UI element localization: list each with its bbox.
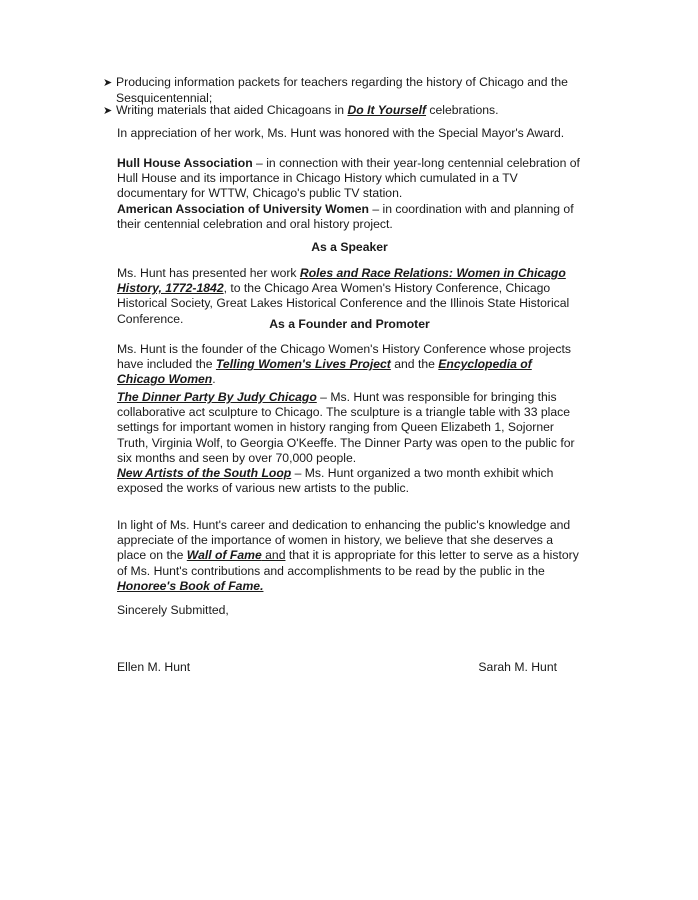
closing-paragraph	[117, 518, 582, 594]
do-it-yourself-title: Do It Yourself	[347, 103, 427, 117]
appreciation-paragraph: In appreciation of her work, Ms. Hunt was honored with the Special Mayor's Award.	[117, 126, 565, 140]
heading-speaker: As a Speaker	[311, 240, 388, 254]
wall-of-fame-title: Wall of Fame	[186, 548, 262, 563]
book-of-fame-title: Honoree's Book of Fame.	[117, 578, 264, 593]
arrow-bullet-icon: ➤	[103, 105, 113, 117]
closing-text-mid: that it is appropriate for this letter to serve as a history of Ms. Hunt's contributions and accomplishments to be read by the public in the	[117, 548, 579, 578]
bullet-continuation: Sesquicentennial;	[116, 91, 213, 106]
founder-text-end: .	[212, 372, 216, 387]
telling-womens-lives-title: Telling Women's Lives Project	[215, 357, 391, 372]
bullet-item	[103, 75, 583, 106]
founder-text-mid: and the	[390, 357, 439, 372]
new-artists-text: – Ms. Hunt organized a two month exhibit which exposed the works of various new artists to the public.	[117, 466, 554, 496]
signoff: Sincerely Submitted,	[117, 603, 229, 617]
heading-founder: As a Founder and Promoter	[269, 317, 430, 331]
signer-left: Ellen M. Hunt	[117, 660, 191, 674]
aauw-text: – in coordination with and planning of their centennial celebration and oral history project.	[117, 202, 574, 232]
encyclopedia-title: Encyclopedia of Chicago Women	[117, 357, 532, 387]
hull-house-paragraph	[117, 156, 582, 202]
closing-and: and	[261, 548, 286, 563]
arrow-bullet-icon: ➤	[103, 77, 113, 89]
signer-right: Sarah M. Hunt	[478, 660, 557, 674]
new-artists-title: New Artists of the South Loop	[117, 466, 292, 480]
aauw-name: American Association of University Women	[117, 202, 369, 216]
bullet-text: Producing information packets for teachers regarding the history of Chicago and the	[116, 75, 568, 89]
dinner-party-title: The Dinner Party By Judy Chicago	[117, 390, 317, 404]
dinner-party-text: – Ms. Hunt was responsible for bringing this collaborative act sculpture to Chicago. The sculpture is a triangle table with 33 place settings for important women in history ranging from Queen Elizabeth 1, Sojorner Truth, Virginia Wolf, to Georgia O'Keeffe. The Dinner Party was open to the public for six months and seen by over 70,000 people.	[117, 390, 575, 465]
bullet-item	[103, 103, 583, 119]
speaker-work-title: Roles and Race Relations: Women in Chicago History, 1772-1842	[117, 266, 566, 296]
bullet-text: Writing materials that aided Chicagoans in	[116, 103, 348, 117]
dinner-party-paragraph	[117, 390, 582, 466]
hull-house-name: Hull House Association	[117, 156, 253, 170]
new-artists-paragraph	[117, 466, 582, 496]
closing-text: In light of Ms. Hunt's career and dedication to enhancing the public's knowledge and appreciate of the importance of women in history, we believe that she deserves a place on the	[117, 518, 571, 563]
aauw-paragraph	[117, 202, 582, 232]
bullet-text-end: celebrations.	[426, 103, 499, 117]
speaker-text: Ms. Hunt has presented her work	[117, 266, 300, 280]
founder-text: Ms. Hunt is the founder of the Chicago Women's History Conference whose projects have included the	[117, 342, 571, 372]
speaker-text-end: , to the Chicago Area Women's History Conference, Chicago Historical Society, Great Lakes Historical Conference and the Illinois State Historical Conference.	[117, 281, 570, 326]
founder-paragraph	[117, 342, 582, 388]
hull-house-text: – in connection with their year-long centennial celebration of Hull House and its importance in Chicago History which cumulated in a TV documentary for WTTW, Chicago's public TV station.	[117, 156, 580, 201]
